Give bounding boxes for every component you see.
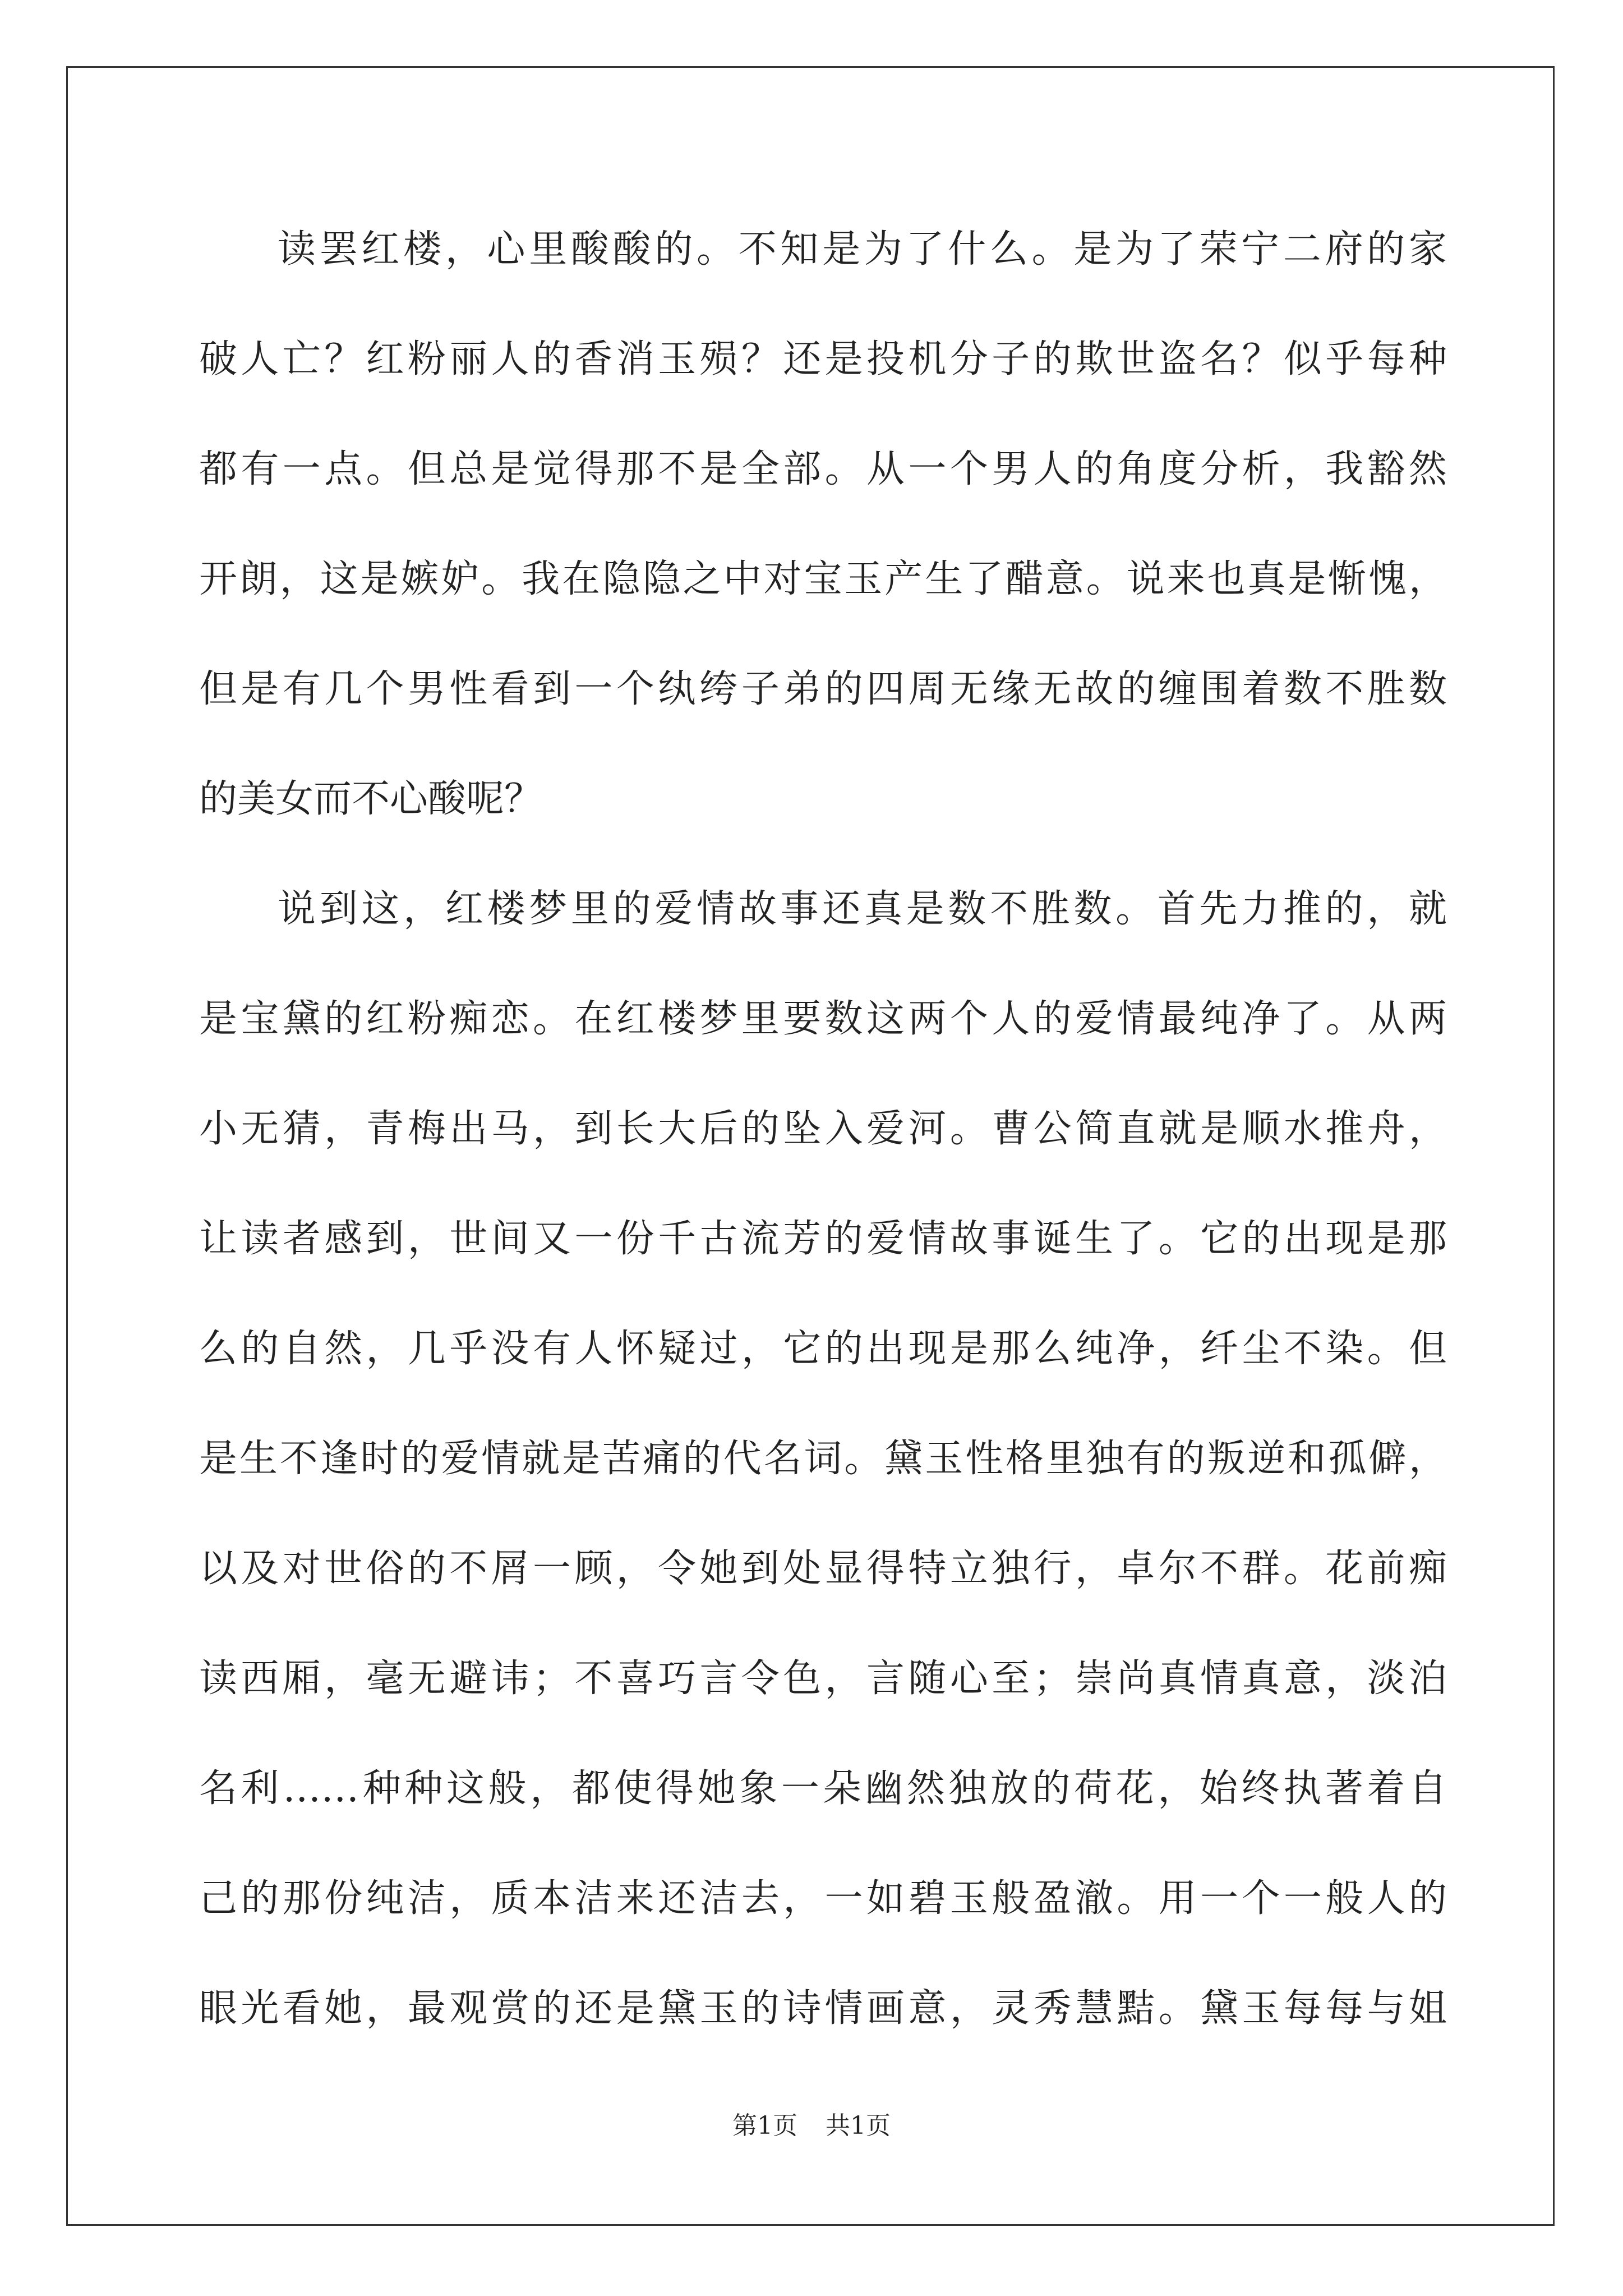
text-line: 读西厢，毫无避讳；不喜巧言令色，言随心至；崇尚真情真意，淡泊	[199, 1657, 1447, 1701]
text-line: 是宝黛的红粉痴恋。在红楼梦里要数这两个人的爱情最纯净了。从两	[199, 997, 1447, 1041]
paragraph-2	[199, 880, 1447, 2089]
text-line: 但是有几个男性看到一个纨绔子弟的四周无缘无故的缠围着数不胜数	[199, 667, 1447, 711]
text-line: 么的自然，几乎没有人怀疑过，它的出现是那么纯净，纤尘不染。但	[199, 1327, 1447, 1371]
text-line: 的美女而不心酸呢？	[199, 777, 543, 821]
text-line: 是生不逢时的爱情就是苦痛的代名词。黛玉性格里独有的叛逆和孤僻，	[199, 1437, 1447, 1481]
text-line: 名利……种种这般，都使得她象一朵幽然独放的荷花，始终执著着自	[199, 1766, 1447, 1811]
page-number-total: 共1页	[826, 2111, 891, 2140]
text-line: 小无猜，青梅出马，到长大后的坠入爱河。曹公简直就是顺水推舟，	[199, 1107, 1447, 1151]
document-body	[199, 220, 1447, 2089]
text-line: 读罢红楼，心里酸酸的。不知是为了什么。是为了荣宁二府的家	[278, 227, 1447, 272]
page-footer	[0, 2109, 1623, 2143]
text-line: 破人亡？红粉丽人的香消玉殒？还是投机分子的欺世盗名？似乎每种	[199, 337, 1447, 381]
text-line: 眼光看她，最观赏的还是黛玉的诗情画意，灵秀慧黠。黛玉每每与姐	[199, 1986, 1447, 2031]
paragraph-1	[199, 220, 1447, 880]
text-line: 让读者感到，世间又一份千古流芳的爱情故事诞生了。它的出现是那	[199, 1217, 1447, 1261]
text-line: 以及对世俗的不屑一顾，令她到处显得特立独行，卓尔不群。花前痴	[199, 1547, 1447, 1591]
text-line: 开朗，这是嫉妒。我在隐隐之中对宝玉产生了醋意。说来也真是惭愧，	[199, 557, 1447, 601]
text-line: 己的那份纯洁，质本洁来还洁去，一如碧玉般盈澈。用一个一般人的	[199, 1876, 1447, 1921]
text-line: 都有一点。但总是觉得那不是全部。从一个男人的角度分析，我豁然	[199, 447, 1447, 491]
page-number-current: 第1页	[732, 2111, 797, 2140]
text-line: 说到这，红楼梦里的爱情故事还真是数不胜数。首先力推的，就	[278, 887, 1447, 931]
